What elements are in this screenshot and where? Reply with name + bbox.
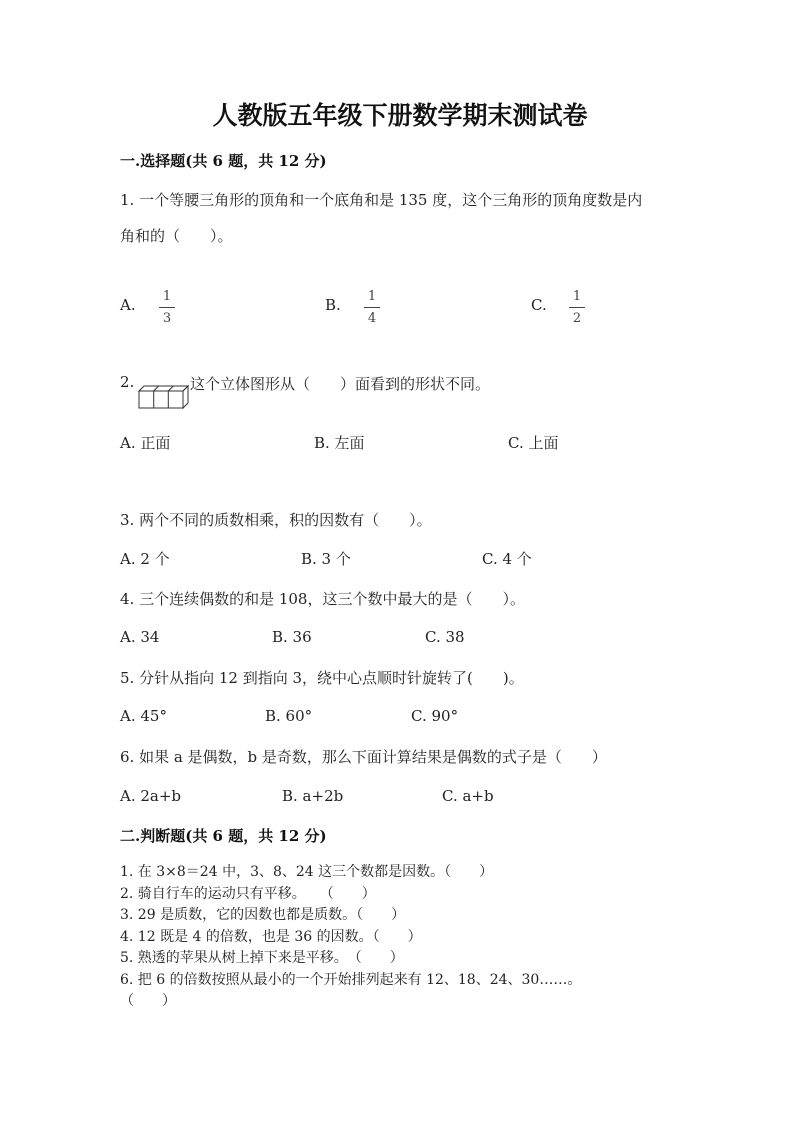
question-1-line-1: 1. 一个等腰三角形的顶角和一个底角和是 135 度，这个三角形的顶角度数是内	[120, 191, 643, 209]
question-2-option-c: C. 上面	[508, 434, 559, 452]
judge-item-5: 5. 熟透的苹果从树上掉下来是平移。 （ ）	[120, 950, 404, 966]
question-6-option-a: A. 2a+b	[120, 787, 182, 805]
question-2-number: 2.	[120, 373, 135, 391]
question-6-text: 6. 如果 a 是偶数，b 是奇数，那么下面计算结果是偶数的式子是（ ）	[120, 748, 607, 766]
question-3-option-c: C. 4 个	[482, 550, 532, 568]
question-6-option-b: B. a+2b	[282, 787, 344, 805]
question-1-option-b-label: B.	[325, 296, 341, 314]
fraction-bar	[569, 307, 585, 308]
question-5-option-a: A. 45°	[120, 707, 167, 725]
question-4-text: 4. 三个连续偶数的和是 108，这三个数中最大的是（ ）。	[120, 590, 525, 608]
section-heading-judgement: 二.判断题(共 6 题，共 12 分)	[120, 827, 327, 845]
judge-item-4: 4. 12 既是 4 的倍数，也是 36 的因数。（ ）	[120, 928, 422, 945]
question-5-text: 5. 分针从指向 12 到指向 3，绕中心点顺时针旋转了( )。	[120, 669, 524, 687]
judge-item-6: 6. 把 6 的倍数按照从最小的一个开始排列起来有 12、18、24、30……。	[120, 971, 582, 988]
question-2-option-a: A. 正面	[120, 434, 171, 452]
judge-item-3: 3. 29 是质数，它的因数也都是质数。（ ）	[120, 907, 406, 923]
cube-solid-figure	[136, 381, 192, 411]
judge-item-2: 2. 骑自行车的运动只有平移。 （ ）	[120, 885, 376, 902]
page-title: 人教版五年级下册数学期末测试卷	[212, 101, 588, 130]
question-3-option-b: B. 3 个	[301, 550, 351, 568]
question-3-text: 3. 两个不同的质数相乘，积的因数有（ ）。	[120, 511, 432, 529]
fraction-denominator: 2	[572, 311, 582, 326]
question-4-option-c: C. 38	[425, 628, 465, 646]
question-1-option-b-fraction	[361, 290, 383, 325]
question-1-option-a-fraction	[156, 290, 178, 325]
question-4-option-b: B. 36	[272, 628, 312, 646]
question-5-option-b: B. 60°	[265, 707, 313, 725]
fraction-bar	[364, 307, 380, 308]
judge-item-6-blank: （ ）	[120, 993, 176, 1009]
question-2-option-b: B. 左面	[314, 434, 365, 452]
question-1-option-a-label: A.	[120, 296, 136, 314]
fraction-bar	[159, 307, 175, 308]
fraction-denominator: 4	[367, 311, 377, 326]
fraction-numerator: 1	[162, 289, 172, 304]
section-heading-choice: 一.选择题(共 6 题，共 12 分)	[120, 152, 327, 170]
question-5-option-c: C. 90°	[411, 707, 459, 725]
fraction-numerator: 1	[572, 289, 582, 304]
question-6-option-c: C. a+b	[442, 787, 494, 805]
question-1-option-c-label: C.	[531, 296, 547, 314]
fraction-denominator: 3	[162, 311, 172, 326]
question-2-text: 这个立体图形从（ ）面看到的形状不同。	[190, 375, 491, 393]
fraction-numerator: 1	[367, 289, 377, 304]
judge-item-1: 1. 在 3×8＝24 中，3、8、24 这三个数都是因数。（ ）	[120, 864, 494, 880]
question-1-line-2: 角和的（ ）。	[120, 227, 233, 245]
question-4-option-a: A. 34	[120, 628, 160, 646]
question-1-option-c-fraction	[566, 290, 588, 325]
question-3-option-a: A. 2 个	[120, 550, 170, 568]
